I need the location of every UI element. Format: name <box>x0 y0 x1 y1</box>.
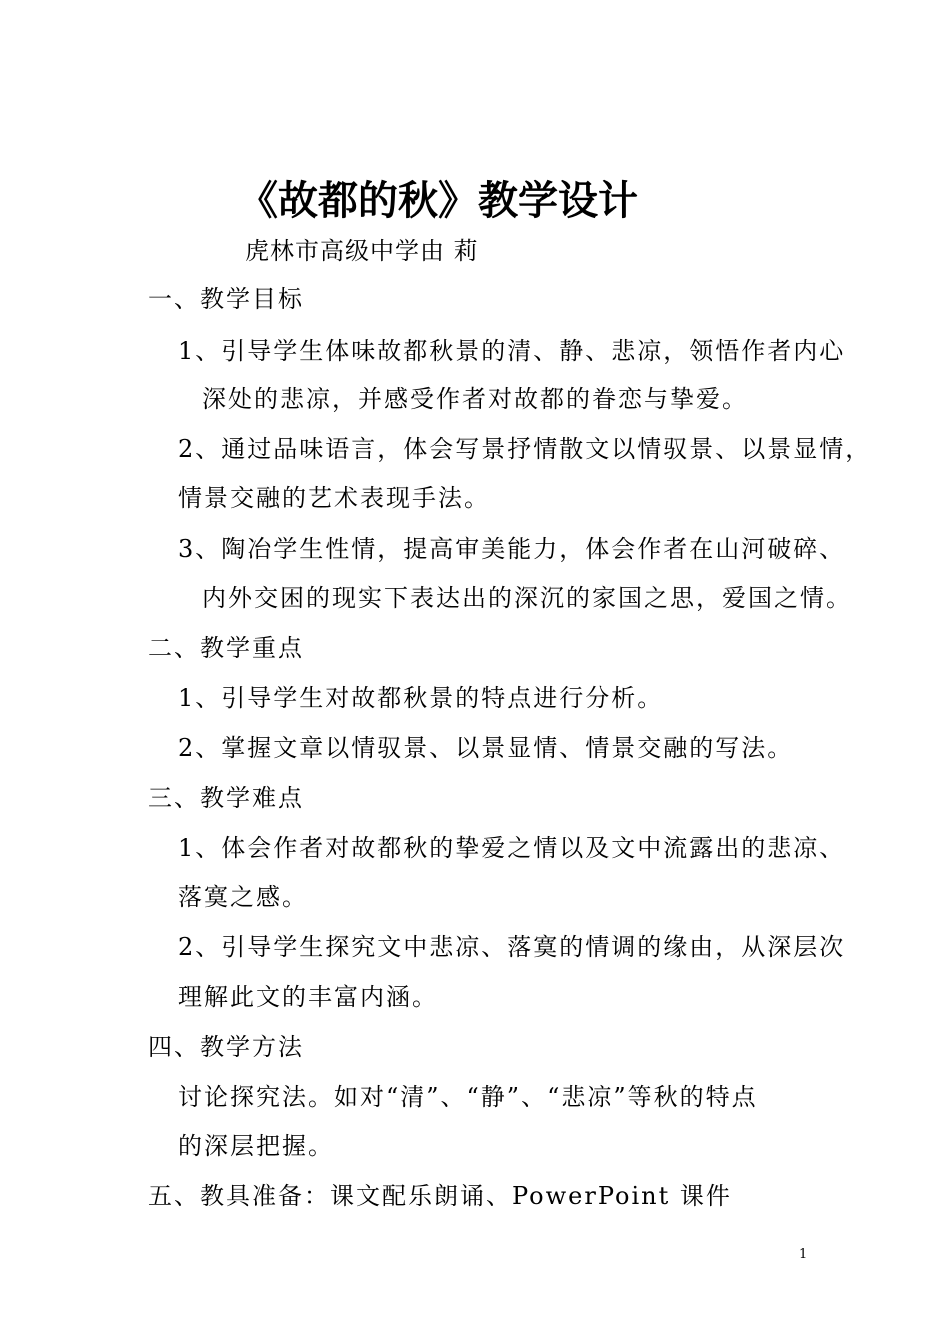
key-point-1: 1、引导学生对故都秋景的特点进行分析。 <box>178 684 664 712</box>
section-heading-difficulties: 三、教学难点 <box>148 784 304 812</box>
difficulty-2-line-1: 2、引导学生探究文中悲凉、落寞的情调的缘由，从深层次 <box>178 933 846 961</box>
section-heading-objectives: 一、教学目标 <box>148 285 304 313</box>
objective-3-line-1: 3、陶冶学生性情，提高审美能力，体会作者在山河破碎、 <box>178 535 846 563</box>
document-title: 《故都的秋》教学设计 <box>238 178 638 224</box>
objective-1-line-2: 深处的悲凉，并感受作者对故都的眷恋与挚爱。 <box>202 385 748 413</box>
difficulty-1-line-2: 落寞之感。 <box>178 883 308 911</box>
section-heading-methods: 四、教学方法 <box>148 1033 304 1061</box>
objective-1-line-1: 1、引导学生体味故都秋景的清、静、悲凉，领悟作者内心 <box>178 337 846 365</box>
objective-3-line-2: 内外交困的现实下表达出的深沉的家国之思，爱国之情。 <box>202 584 852 612</box>
key-point-2: 2、掌握文章以情驭景、以景显情、情景交融的写法。 <box>178 734 794 762</box>
page-number: 1 <box>799 1247 808 1262</box>
section-heading-key-points: 二、教学重点 <box>148 634 304 662</box>
difficulty-2-line-2: 理解此文的丰富内涵。 <box>178 983 438 1011</box>
objective-2-line-1: 2、通过品味语言，体会写景抒情散文以情驭景、以景显情， <box>178 435 872 463</box>
difficulty-1-line-1: 1、体会作者对故都秋的挚爱之情以及文中流露出的悲凉、 <box>178 834 846 862</box>
section-heading-materials: 五、教具准备：课文配乐朗诵、PowerPoint 课件 <box>148 1182 732 1210</box>
method-line-1: 讨论探究法。如对“清”、“静”、“悲凉”等秋的特点 <box>178 1083 758 1111</box>
objective-2-line-2: 情景交融的艺术表现手法。 <box>178 484 490 512</box>
author-line: 虎林市高级中学由 莉 <box>245 237 479 265</box>
method-line-2: 的深层把握。 <box>178 1132 334 1160</box>
